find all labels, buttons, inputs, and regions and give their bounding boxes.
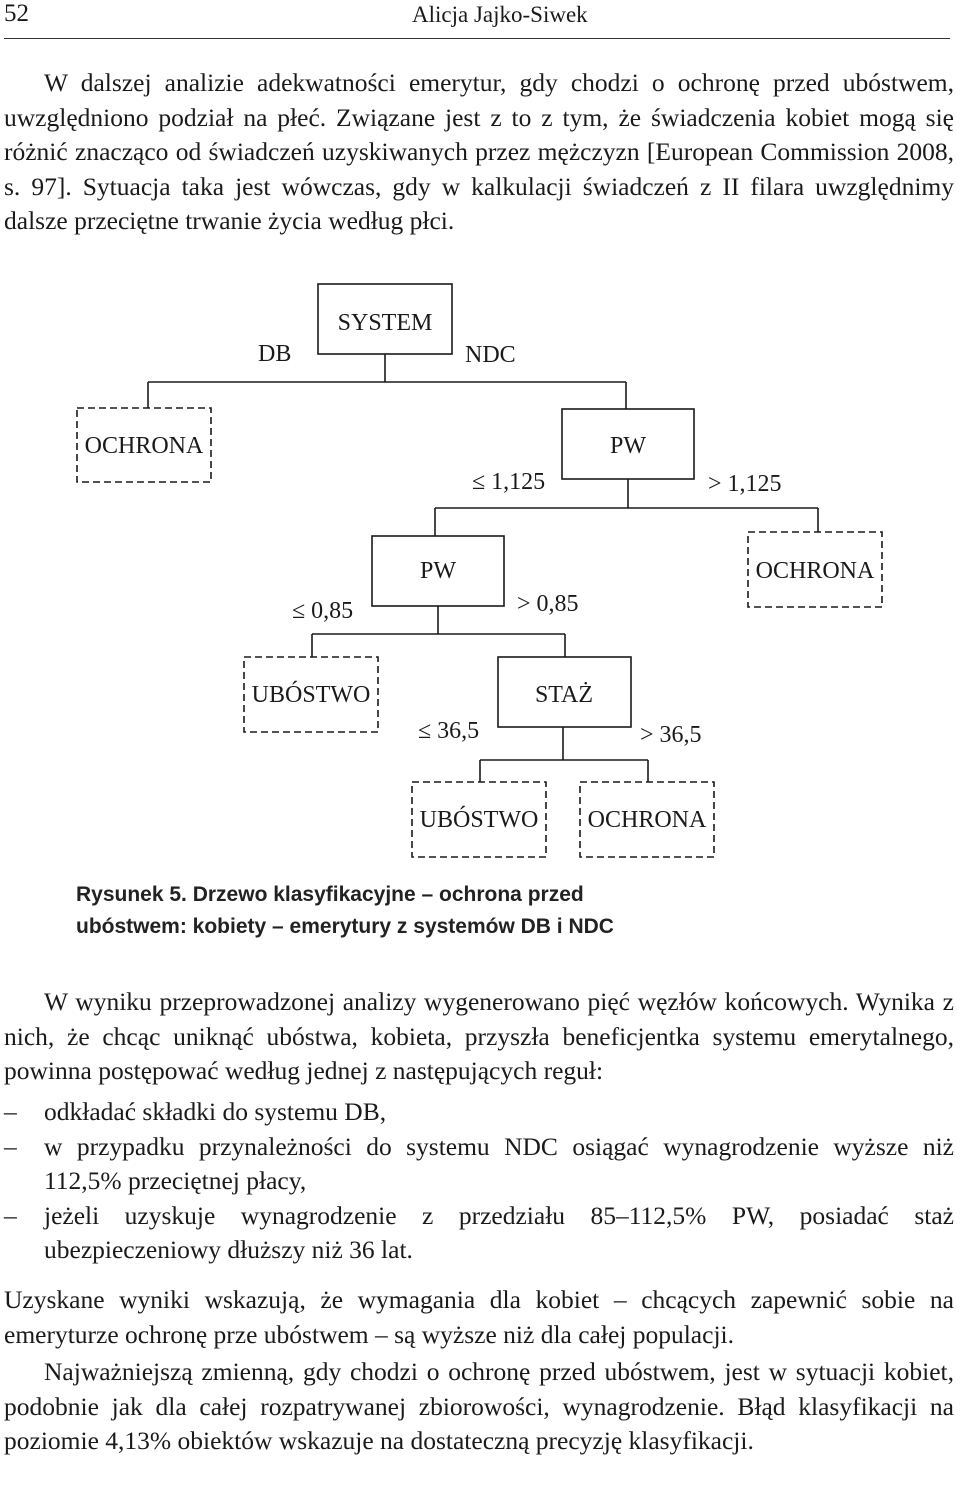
list-item-text: w przypadku przynależności do systemu NDC osiągać wynagrodzenie wyższe niż 112,5% przeciętnej płacy, [44,1131,954,1195]
list-item-text: odkładać składki do systemu DB, [44,1097,387,1126]
running-head-author: Alicja Jajko-Siwek [412,2,588,27]
node-pw1-label: PW [610,433,646,459]
branch-gt-085-label: > 0,85 [517,591,579,617]
node-staz-label: STAŻ [534,682,594,708]
node-system-label: SYSTEM [337,310,433,336]
branch-le-085-label: ≤ 0,85 [292,598,354,624]
caption-line-2: ubóstwem: kobiety – emerytury z systemów DB i NDC [76,915,614,938]
list-item-text: jeżeli uzyskuje wynagrodzenie z przedziału 85–112,5% PW, posiadać staż ubezpieczeniowy dłuższy niż 36 lat. [44,1200,954,1264]
paragraph-results: W wyniku przeprowadzonej analizy wygenerowano pięć węzłów końcowych. Wynika z nich, że chcąc uniknąć ubóstwa, kobieta, przyszła beneficjentka systemu emerytalnego, powinna postępować według jednej z następujących reguł: [4,987,954,1085]
classification-tree-diagram [0,270,960,870]
rules-list [4,1095,954,1268]
branch-ndc-label: NDC [465,342,516,368]
list-dash: – [4,1097,17,1126]
edges-root [148,354,626,409]
paragraph-intro: W dalszej analizie adekwatności emerytur, gdy chodzi o ochronę przed ubóstwem, uwzględniono podział na płeć. Związane jest z to z tym, że świadczenia kobiet mogą się różnić znacząco od świadczeń uzyskiwanych przez mężczyzn [European Commission 2008, s. 97]. Sytuacja taka jest wówczas, gdy w kalkulacji świadczeń z II filara uwzględnimy dalsze przeciętne trwanie życia według płci. [4,68,954,235]
paragraph-conclusion: Uzyskane wyniki wskazują, że wymagania dla kobiet – chcących zapewnić sobie na emeryturze ochronę prze ubóstwem – są wyższe niż dla całej populacji. [4,1285,954,1349]
edges-staz [480,727,648,782]
list-item [4,1095,954,1130]
caption-line-1: Rysunek 5. Drzewo klasyfikacyjne – ochrona przed [76,883,584,906]
node-pw2-label: PW [420,558,456,584]
page-number: 52 [4,0,29,27]
list-dash: – [4,1131,17,1161]
branch-gt-1125-label: > 1,125 [708,471,782,497]
leaf-ochrona1-label: OCHRONA [84,433,204,459]
leaf-ochrona3-label: OCHRONA [587,807,707,833]
branch-gt-365-label: > 36,5 [640,722,702,748]
branch-le-365-label: ≤ 36,5 [418,718,480,744]
header-rule [4,38,950,39]
leaf-ubostwo2-label: UBÓSTWO [419,807,539,833]
list-item [4,1199,954,1268]
branch-le-1125-label: ≤ 1,125 [472,469,546,495]
list-item [4,1130,954,1199]
paragraph-key-variable: Najważniejszą zmienną, gdy chodzi o ochronę przed ubóstwem, jest w sytuacji kobiet, podobnie jak dla całej rozpatrywanej zbiorowości, wynagrodzenie. Błąd klasyfikacji na poziomie 4,13% obiektów wskazuje na dostateczną precyzję klasyfikacji. [4,1357,954,1455]
page-header [0,0,960,38]
leaf-ubostwo1-label: UBÓSTWO [251,682,371,708]
list-dash: – [4,1200,17,1230]
figure-caption [76,879,676,943]
branch-db-label: DB [258,341,292,367]
leaf-ochrona2-label: OCHRONA [755,558,875,584]
